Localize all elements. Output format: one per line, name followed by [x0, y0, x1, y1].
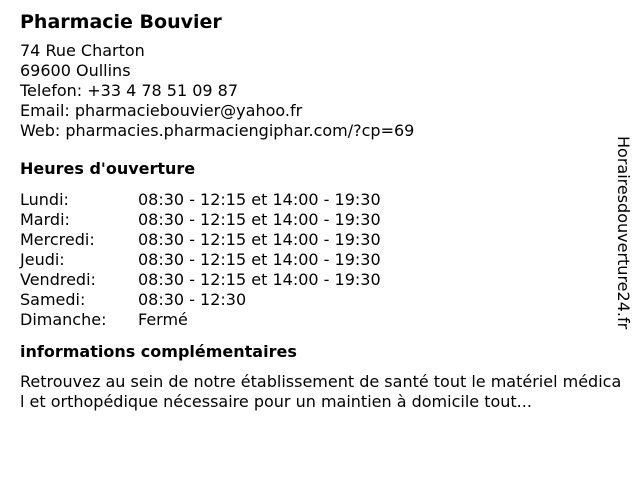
hours-row-wednesday: [20, 230, 620, 250]
day-hours: 08:30 - 12:30: [138, 290, 247, 309]
day-hours: 08:30 - 12:15 et 14:00 - 19:30: [138, 270, 381, 289]
hours-table: [20, 190, 620, 330]
city-postal: 69600 Oullins: [20, 61, 131, 80]
phone-number: Telefon: +33 4 78 51 09 87: [20, 81, 239, 100]
website-link: Web: pharmacies.pharmaciengiphar.com/?cp=69: [20, 121, 415, 140]
address-block: [20, 41, 620, 141]
hours-row-friday: [20, 270, 620, 290]
day-hours: Fermé: [138, 310, 188, 329]
hours-row-tuesday: [20, 210, 620, 230]
day-label: Mardi:: [20, 210, 70, 229]
hours-row-monday: [20, 190, 620, 210]
day-label: Samedi:: [20, 290, 86, 309]
hours-row-thursday: [20, 250, 620, 270]
day-label: Dimanche:: [20, 310, 107, 329]
info-heading: informations complémentaires: [20, 342, 297, 361]
day-label: Mercredi:: [20, 230, 95, 249]
day-hours: 08:30 - 12:15 et 14:00 - 19:30: [138, 190, 381, 209]
day-label: Jeudi:: [20, 250, 65, 269]
hours-heading: Heures d'ouverture: [20, 159, 196, 178]
day-label: Lundi:: [20, 190, 69, 209]
business-card: [20, 10, 620, 412]
hours-row-sunday: [20, 310, 620, 330]
hours-row-saturday: [20, 290, 620, 310]
site-watermark: Horairesdouverture24.fr: [614, 136, 633, 330]
street-address: 74 Rue Charton: [20, 41, 145, 60]
email-address: Email: pharmaciebouvier@yahoo.fr: [20, 101, 303, 120]
day-label: Vendredi:: [20, 270, 96, 289]
day-hours: 08:30 - 12:15 et 14:00 - 19:30: [138, 250, 381, 269]
day-hours: 08:30 - 12:15 et 14:00 - 19:30: [138, 230, 381, 249]
business-name: Pharmacie Bouvier: [20, 11, 222, 33]
info-description: Retrouvez au sein de notre établissement de santé tout le matériel médical et orthopédique nécessaire pour un maintien à domicile tout...: [20, 372, 622, 411]
day-hours: 08:30 - 12:15 et 14:00 - 19:30: [138, 210, 381, 229]
